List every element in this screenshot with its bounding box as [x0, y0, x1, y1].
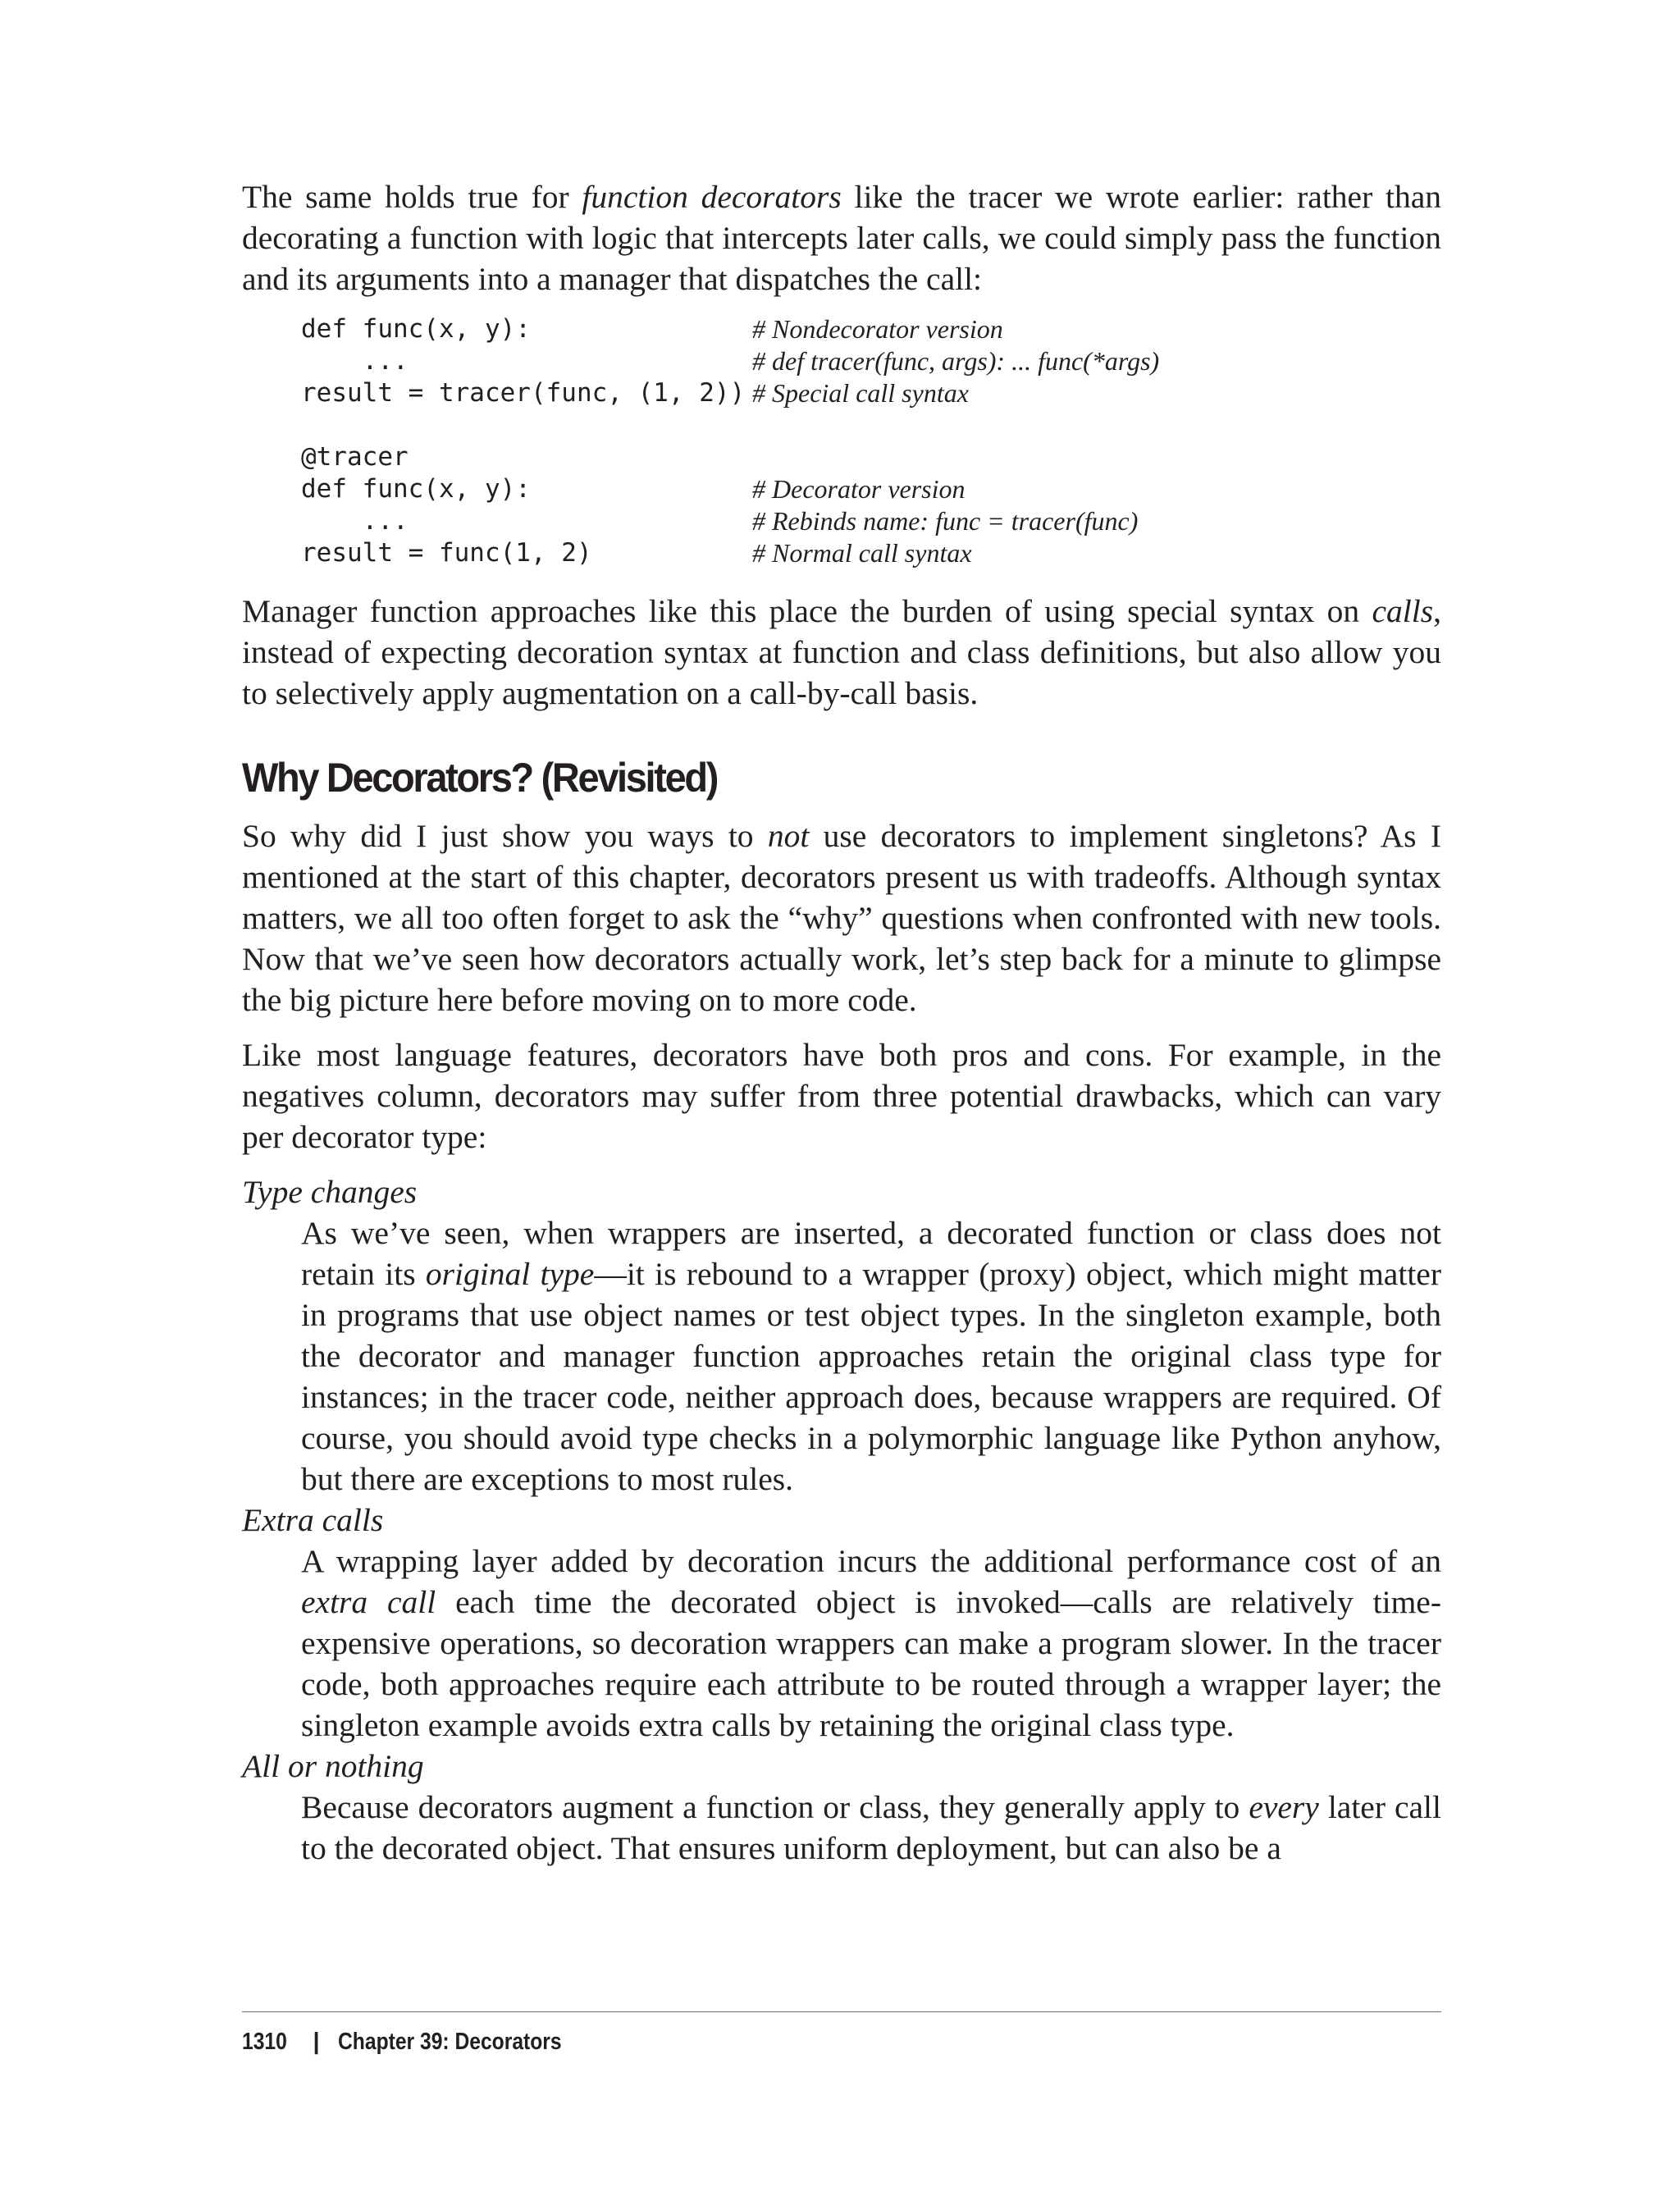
term-type-changes: Type changes [242, 1174, 418, 1210]
code-line: @tracer [301, 442, 409, 472]
term-all-or-nothing: All or nothing [242, 1748, 424, 1784]
page-body [242, 176, 1441, 1869]
code-line: ... [301, 346, 409, 376]
code-blank-line [301, 409, 752, 441]
code-comment: # Decorator version [752, 474, 966, 504]
code-line: ... [301, 506, 409, 536]
term-extra-calls: Extra calls [242, 1502, 384, 1538]
code-line: result = tracer(func, (1, 2)) [301, 378, 746, 408]
code-comment: # Special call syntax [752, 378, 969, 408]
code-listing [301, 313, 1441, 569]
manager-paragraph: Manager function approaches like this place the burden of using special syntax on calls, instead of expecting decoration syntax at function and class definitions, but also allow you to selectively apply augmentation on a call-by-call basis. [242, 593, 1441, 711]
drawbacks-list [242, 1171, 1441, 1869]
why-paragraph: So why did I just show you ways to not use decorators to implement singletons? As I mentioned at the start of this chapter, decorators present us with tradeoffs. Although syntax matters, we all too often forget to ask the “why” questions when confronted with new tools. Now that we’ve seen how decorators actually work, let’s step back for a minute to glimpse the big picture here before moving on to more code. [242, 818, 1441, 1018]
chapter-title: Chapter 39: Decorators [337, 2029, 562, 2055]
code-comment: # def tracer(func, args): ... func(*args) [752, 346, 1160, 376]
pros-cons-paragraph: Like most language features, decorators have both pros and cons. For example, in the negatives column, decorators may suffer from three potential drawbacks, which can vary per decorator type: [242, 1037, 1441, 1155]
definition-extra-calls: A wrapping layer added by decoration incurs the additional performance cost of an extra call each time the decorated object is invoked—calls are relatively time-expensive operations, so decoration wrappers can make a program slower. In the tracer code, both approaches require each attribute to be routed through a wrapper layer; the singleton example avoids extra calls by retaining the original class type. [301, 1543, 1441, 1743]
section-heading: Why Decorators? (Revisited) [242, 755, 718, 801]
code-comment: # Normal call syntax [752, 538, 972, 568]
code-line: result = func(1, 2) [301, 538, 592, 568]
intro-paragraph: The same holds true for function decorators like the tracer we wrote earlier: rather than decorating a function with logic that intercepts later calls, we could simply pass the function and its arguments into a manager that dispatches the call: [242, 179, 1441, 297]
page-footer [242, 2011, 1441, 2056]
definition-all-or-nothing: Because decorators augment a function or class, they generally apply to every later call to the decorated object. That ensures uniform deployment, but can also be a [301, 1789, 1441, 1866]
footer-separator: | [313, 2029, 320, 2055]
definition-type-changes: As we’ve seen, when wrappers are inserted, a decorated function or class does not retain its original type—it is rebound to a wrapper (proxy) object, which might matter in programs that use object names or test object types. In the singleton example, both the decorator and manager function approaches retain the original class type for instances; in the tracer code, neither approach does, because wrappers are required. Of course, you should avoid type checks in a polymorphic language like Python anyhow, but there are exceptions to most rules. [301, 1215, 1441, 1497]
code-line: def func(x, y): [301, 474, 531, 504]
page-number: 1310 [242, 2029, 287, 2055]
code-comment: # Rebinds name: func = tracer(func) [752, 506, 1139, 536]
code-line: def func(x, y): [301, 314, 531, 344]
code-comment: # Nondecorator version [752, 314, 1003, 344]
